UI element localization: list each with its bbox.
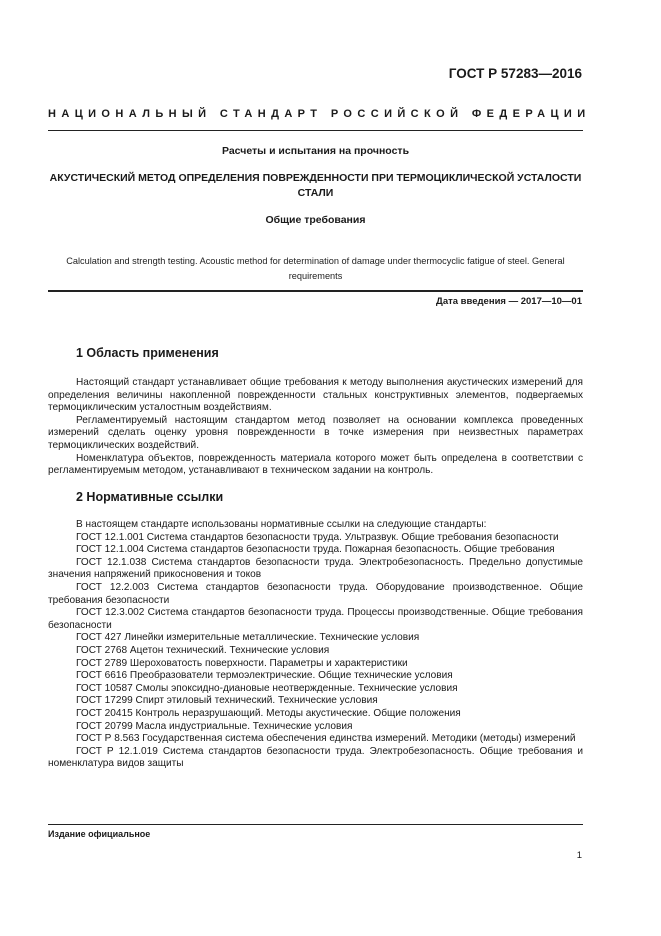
document-title: АКУСТИЧЕСКИЙ МЕТОД ОПРЕДЕЛЕНИЯ ПОВРЕЖДЕННОСТИ ПРИ ТЕРМОЦИКЛИЧЕСКОЙ УСТАЛОСТИ СТАЛИ <box>49 172 582 199</box>
reference-item: ГОСТ 17299 Спирт этиловый технический. Технические условия <box>76 695 378 707</box>
reference-item: ГОСТ 2789 Шероховатость поверхности. Параметры и характеристики <box>76 657 408 669</box>
reference-item: ГОСТ 12.1.038 Система стандартов безопасности труда. Электробезопасность. Предельно допустимые значения напряжений прикосновения и токов <box>48 556 583 581</box>
reference-item: ГОСТ 12.3.002 Система стандартов безопасности труда. Процессы производственные. Общие требования безопасности <box>48 607 583 631</box>
section-2-heading: 2 Нормативные ссылки <box>76 490 224 504</box>
thick-divider <box>48 290 583 292</box>
reference-item: ГОСТ 10587 Смолы эпоксидно-диановые неотвержденные. Технические условия <box>76 682 458 694</box>
section-1-heading: 1 Область применения <box>76 346 219 360</box>
reference-item: ГОСТ 2768 Ацетон технический. Технические условия <box>76 644 330 656</box>
footer-divider <box>48 824 583 825</box>
official-edition-label: Издание официальное <box>48 829 151 839</box>
section-2-body <box>48 519 583 771</box>
reference-item: ГОСТ 6616 Преобразователи термоэлектрические. Общие технические условия <box>76 670 453 682</box>
reference-item: ГОСТ Р 12.1.019 Система стандартов безопасности труда. Электробезопасность. Общие требования и номенклатура видов защиты <box>48 745 583 770</box>
top-divider <box>48 130 583 131</box>
reference-item: ГОСТ Р 8.563 Государственная система обеспечения единства измерений. Методики (методы) измерений <box>76 733 576 745</box>
reference-item: ГОСТ 12.1.001 Система стандартов безопасности труда. Ультразвук. Общие требования безопасности <box>76 531 559 543</box>
section-1-paragraph: Регламентируемый настоящим стандартом метод позволяет на основании комплекса проведенных измерений сделать оценку уровня поврежденности в точке измерения при неизвестных параметрах термоциклических воздействий. <box>48 414 583 451</box>
standard-code: ГОСТ Р 57283—2016 <box>448 66 582 81</box>
introduction-date: Дата введения — 2017—10—01 <box>436 296 582 307</box>
section-2-intro: В настоящем стандарте использованы нормативные ссылки на следующие стандарты: <box>76 519 487 530</box>
section-1-paragraph: Номенклатура объектов, поврежденность материала которого может быть определена в соответствии с регламентируемым методом, устанавливают в техническом задании на контроль. <box>48 452 583 477</box>
page-number: 1 <box>576 850 582 861</box>
reference-item: ГОСТ 20799 Масла индустриальные. Технические условия <box>76 720 353 732</box>
reference-item: ГОСТ 427 Линейки измерительные металлические. Технические условия <box>76 632 420 644</box>
document-subtitle: Расчеты и испытания на прочность <box>221 145 410 157</box>
reference-item: ГОСТ 20415 Контроль неразрушающий. Методы акустические. Общие положения <box>76 707 461 719</box>
national-standard-heading: НАЦИОНАЛЬНЫЙ СТАНДАРТ РОССИЙСКОЙ ФЕДЕРАЦИИ <box>48 108 591 120</box>
reference-item: ГОСТ 12.1.004 Система стандартов безопасности труда. Пожарная безопасность. Общие требования <box>76 544 555 556</box>
section-1-body <box>48 377 583 478</box>
document-general-requirements: Общие требования <box>265 214 366 226</box>
section-1-paragraph: Настоящий стандарт устанавливает общие требования к методу выполнения акустических измерений для определения величины накопленной поврежденности стальных конструктивных элементов, подвергаемых термоциклическим усталостным воздействиям. <box>48 377 583 414</box>
reference-item: ГОСТ 12.2.003 Система стандартов безопасности труда. Оборудование производственное. Общие требования безопасности <box>48 581 583 606</box>
english-title: Calculation and strength testing. Acoustic method for determination of damage under thermocyclic fatigue of steel. General requirements <box>66 256 565 281</box>
